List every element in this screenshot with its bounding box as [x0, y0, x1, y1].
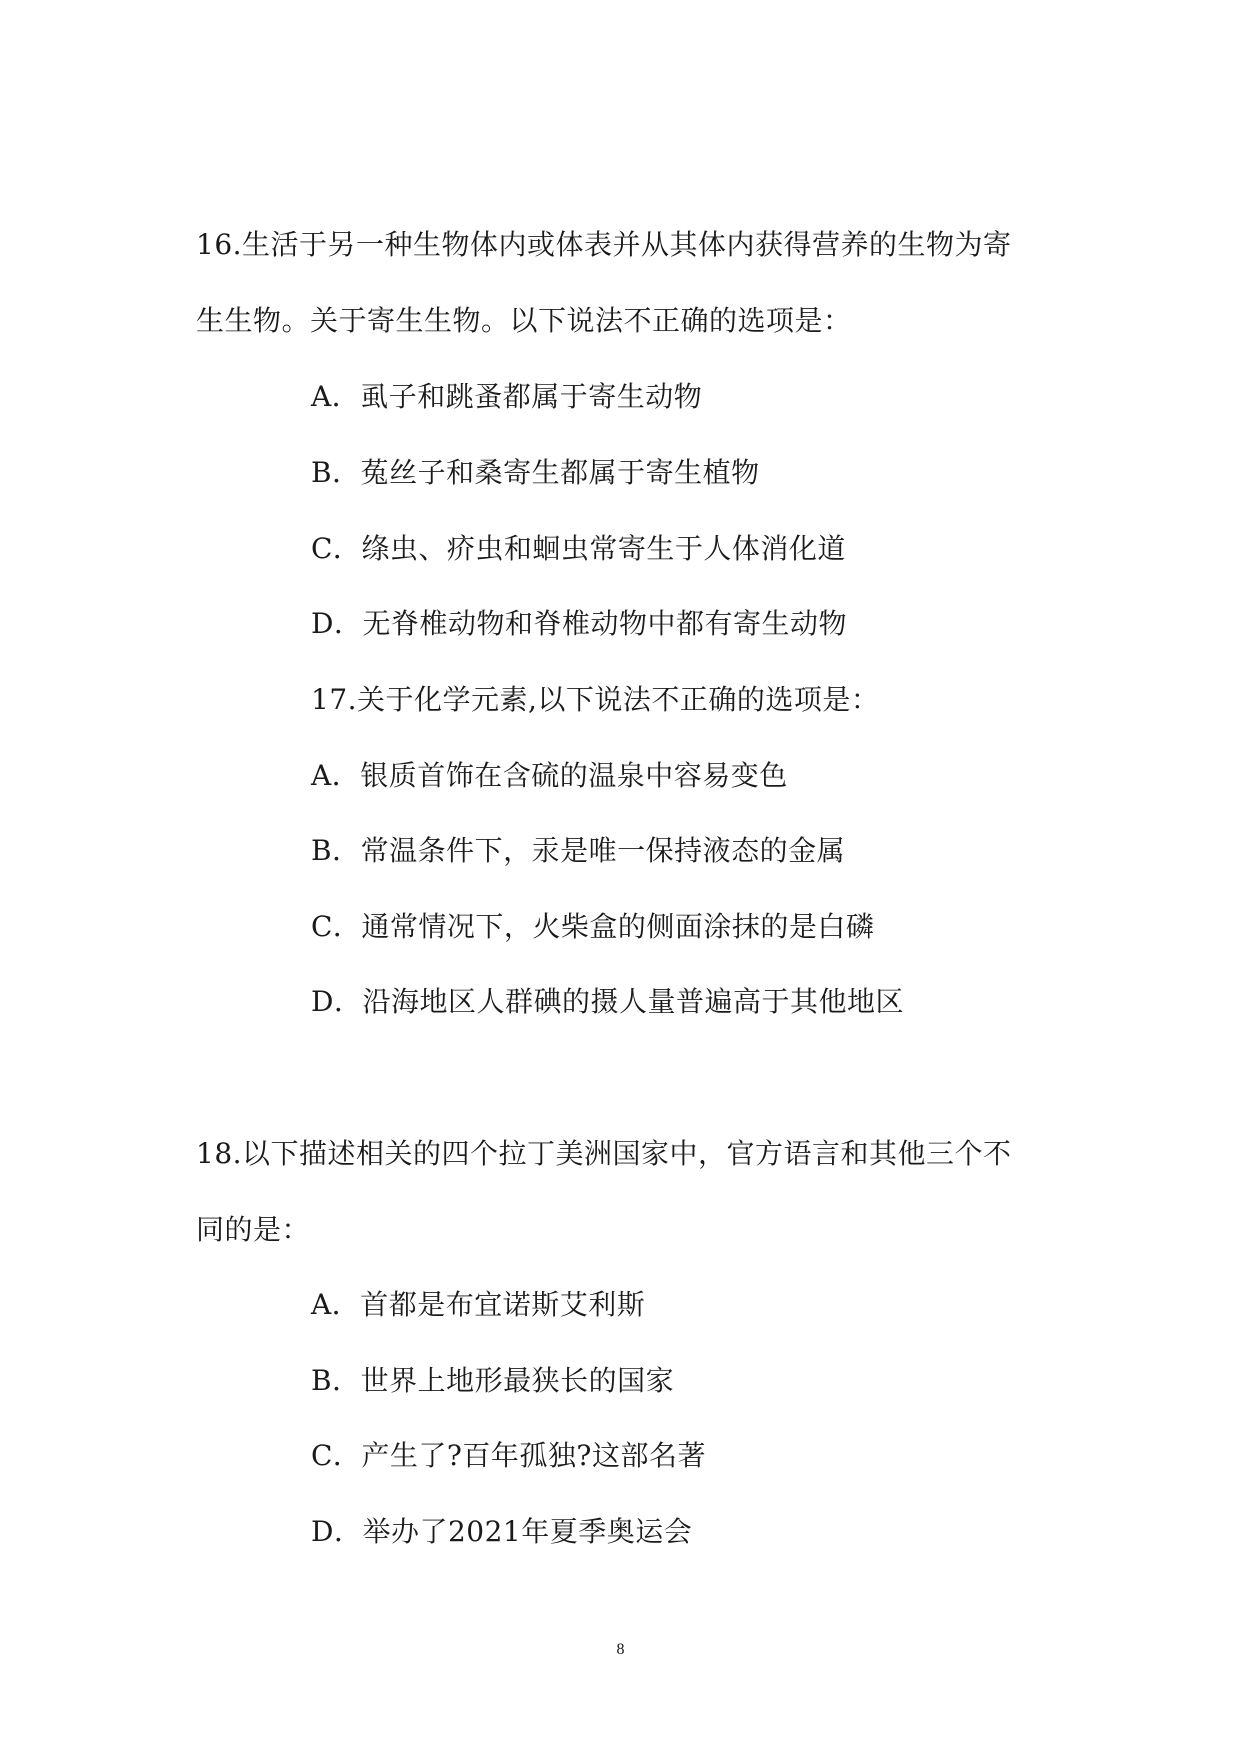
page-number: 8	[616, 1641, 625, 1658]
question-16-option-a: A．虱子和跳蚤都属于寄生动物	[311, 380, 703, 413]
question-17-option-b: B．常温条件下，汞是唯一保持液态的金属	[311, 834, 846, 867]
question-17-stem: 17.关于化学元素,以下说法不正确的选项是：	[311, 683, 880, 716]
question-18-option-a: A．首都是布宜诺斯艾利斯	[311, 1288, 646, 1321]
question-18-option-b: B．世界上地形最狭长的国家	[311, 1364, 675, 1397]
question-16-stem-line-2: 生生物。关于寄生生物。以下说法不正确的选项是：	[196, 304, 852, 337]
question-16-stem-line-1: 16.生活于另一种生物体内或体表并从其体内获得营养的生物为寄	[196, 228, 1012, 261]
question-17-option-a: A．银质首饰在含硫的温泉中容易变色	[311, 759, 788, 792]
question-18-stem-line-2: 同的是：	[196, 1213, 311, 1246]
question-16-option-b: B．菟丝子和桑寄生都属于寄生植物	[311, 456, 760, 489]
question-16-option-d: D．无脊椎动物和脊椎动物中都有寄生动物	[311, 607, 847, 640]
question-18-option-c: C．产生了?百年孤独?这部名著	[311, 1439, 706, 1472]
question-18-stem-line-1: 18.以下描述相关的四个拉丁美洲国家中，官方语言和其他三个不	[196, 1137, 1012, 1170]
question-17-option-d: D．沿海地区人群碘的摄人量普遍高于其他地区	[311, 985, 904, 1018]
question-16-option-c: C．绦虫、疥虫和蛔虫常寄生于人体消化道	[311, 532, 846, 565]
question-18-option-d: D．举办了2021年夏季奥运会	[311, 1515, 693, 1548]
question-17-option-c: C．通常情况下，火柴盒的侧面涂抹的是白磷	[311, 910, 875, 943]
